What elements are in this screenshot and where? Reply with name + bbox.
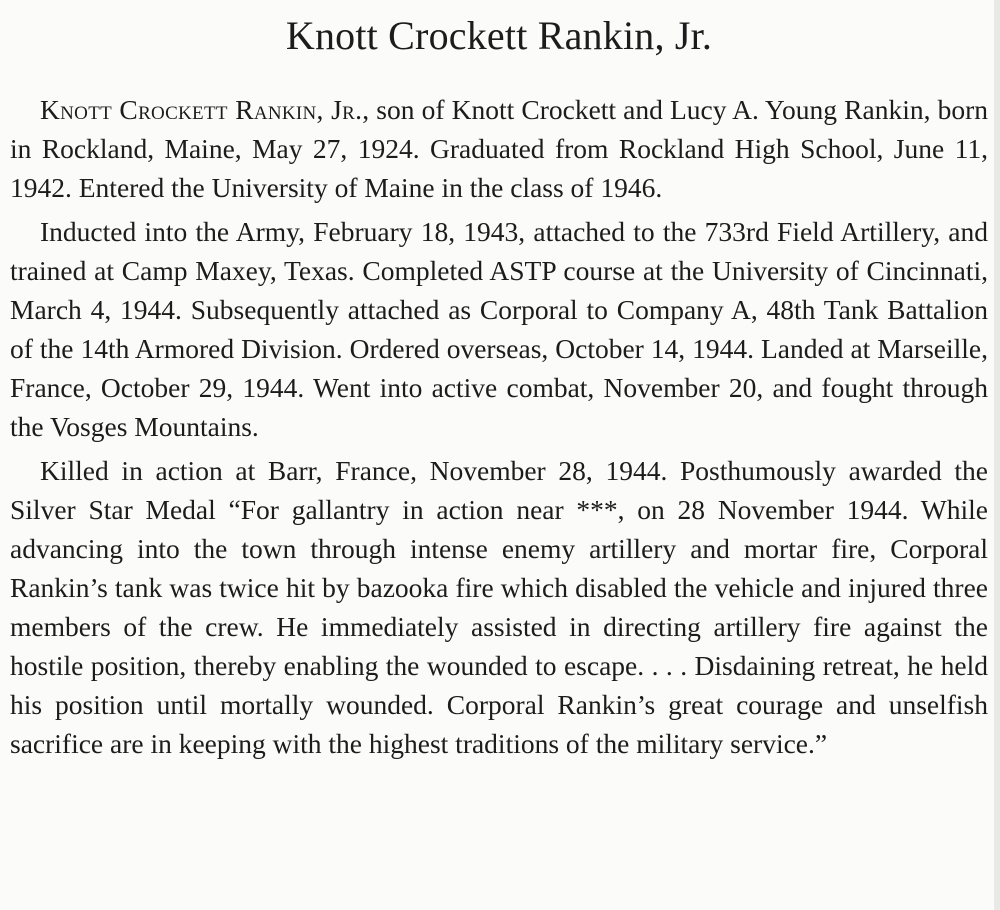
paragraph-birth-education — [10, 90, 988, 207]
page-edge — [994, 0, 1000, 910]
name-lead-in: Knott Crockett Rankin, Jr. — [40, 94, 363, 125]
paragraph-death-award — [10, 451, 988, 763]
paragraph-military-service — [10, 212, 988, 446]
paragraph-1-text: , son of Knott Crockett and Lucy A. Young Rankin, born in Rockland, Maine, May 27, 1924. Graduated from Rockland High School, June 11, 1942. Entered the University of Maine in the class of 1946. — [10, 94, 988, 203]
paragraph-2-text: Inducted into the Army, February 18, 1943, attached to the 733rd Field Artillery, and trained at Camp Maxey, Texas. Completed ASTP course at the University of Cincinnati, March 4, 1944. Subsequently attached as Corporal to Company A, 48th Tank Battalion of the 14th Armored Division. Ordered overseas, October 14, 1944. Landed at Marseille, France, October 29, 1944. Went into active combat, November 20, and fought through the Vosges Mountains. — [10, 216, 988, 442]
page-title: Knott Crockett Rankin, Jr. — [285, 13, 713, 58]
paragraph-3-text: Killed in action at Barr, France, November 28, 1944. Posthumously awarded the Silver Star Medal “For gallantry in action near ***, on 28 November 1944. While advancing into the town through intense enemy artillery and mortar fire, Corporal Rankin’s tank was twice hit by bazooka fire which disabled the vehicle and injured three members of the crew. He immediately assisted in directing artillery fire against the hostile position, thereby enabling the wounded to escape. . . . Disdaining retreat, he held his position until mortally wounded. Corporal Rankin’s great courage and unselfish sacrifice are in keeping with the highest traditions of the military service.” — [10, 455, 988, 759]
